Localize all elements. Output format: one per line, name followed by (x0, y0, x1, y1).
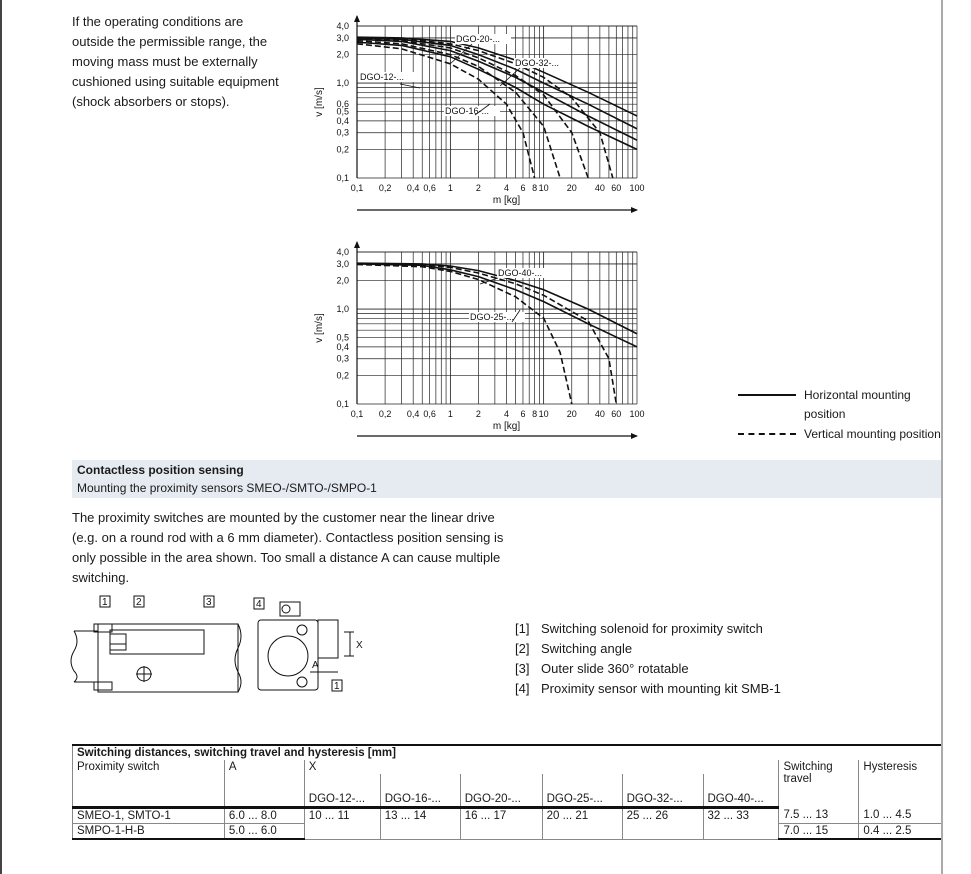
mounting-diagram (70, 586, 370, 698)
y-axis-arrow (354, 15, 360, 22)
x-tick-label: 1 (447, 409, 453, 419)
x-tick-label: 0,4 (406, 183, 420, 193)
y-axis-arrow (354, 241, 360, 248)
x-tick-label: 0,6 (423, 183, 436, 193)
end-view-body (258, 620, 318, 690)
callout-4: 4 (256, 599, 262, 610)
legend-vertical-label: Vertical mounting position (804, 427, 941, 441)
page-left-bar (0, 0, 2, 874)
x-tick-label: 100 (629, 409, 645, 419)
y-tick-label: 0,4 (336, 341, 349, 352)
diagram-notes (515, 619, 781, 699)
x-tick-label: 4 (504, 409, 510, 419)
series-label: DGO-16-... (445, 106, 490, 116)
size-header: DGO-25-... (542, 774, 622, 808)
x-tick-label: 6 (520, 183, 526, 193)
section-title: Contactless position sensing (77, 463, 244, 477)
y-tick-label: 4,0 (336, 247, 349, 257)
x-tick-label: 0,2 (378, 183, 392, 193)
x-tick-label: 40 (594, 409, 605, 419)
y-tick-label: 0,3 (336, 127, 349, 138)
note-item: [2] Switching angle (515, 641, 633, 656)
callout-1-end: 1 (334, 681, 340, 692)
note-item: [3] Outer slide 360° rotatable (515, 661, 689, 676)
switching-solenoid (110, 634, 126, 650)
legend-vertical (738, 425, 943, 444)
col-x-header: X (304, 760, 779, 774)
chart-legend (738, 386, 943, 444)
size-header: DGO-20-... (460, 774, 542, 808)
speed-mass-chart-1 (300, 14, 660, 220)
cell-x: 25 ... 26 (622, 808, 703, 840)
switching-table (72, 744, 941, 840)
section-subtitle: Mounting the proximity sensors SMEO-/SMTO-/SMPO-1 (77, 481, 377, 495)
x-tick-label: 8 (532, 183, 538, 193)
sensor-lower (94, 682, 112, 690)
x-tick-label: 10 (538, 409, 549, 419)
end-view-sensor (318, 620, 338, 658)
x-tick-label: 4 (504, 183, 510, 193)
x-tick-label: 0,4 (406, 409, 420, 419)
section-header (72, 460, 941, 498)
series-label: DGO-25-... (470, 312, 515, 322)
x-tick-label: 20 (566, 409, 577, 419)
x-tick-label: 20 (566, 183, 577, 193)
x-axis-label: m [kg] (492, 421, 521, 432)
series-label: DGO-20-... (456, 34, 501, 44)
y-tick-label: 0,3 (336, 353, 349, 364)
x-axis-label: m [kg] (492, 195, 521, 206)
x-tick-label: 10 (538, 183, 549, 193)
callout-2: 2 (136, 597, 142, 608)
x-tick-label: 2 (475, 183, 481, 193)
table-title: Switching distances, switching travel and hysteresis [mm] (73, 745, 942, 760)
y-axis-label: v [m/s] (314, 313, 325, 343)
x-tick-label: 40 (594, 183, 605, 193)
y-tick-label: 3,0 (336, 32, 349, 43)
legend-horizontal (738, 386, 943, 424)
x-tick-label: 60 (611, 183, 622, 193)
note-item: [1] Switching solenoid for proximity switch (515, 621, 763, 636)
cell-x: 16 ... 17 (460, 808, 542, 840)
x-tick-label: 100 (629, 183, 645, 193)
cell-hyst: 1.0 ... 4.5 (859, 808, 941, 824)
x-tick-label: 1 (447, 183, 453, 193)
x-tick-label: 8 (532, 409, 538, 419)
y-tick-label: 4,0 (336, 21, 349, 31)
x-tick-label: 60 (611, 409, 622, 419)
intro-text: If the operating conditions are outside the permissible range, the moving mass must be externally cushioned using suitable equipment (shock absorbers or stops). (72, 14, 279, 109)
cell-x: 20 ... 21 (542, 808, 622, 840)
y-tick-label: 0,6 (336, 99, 349, 110)
x-tick-label: 0,1 (350, 183, 364, 193)
x-tick-label: 0,6 (423, 409, 436, 419)
y-tick-label: 0,2 (336, 370, 349, 381)
cell-travel: 7.0 ... 15 (779, 824, 859, 840)
cell-x: 13 ... 14 (380, 808, 460, 840)
end-view-bore (268, 636, 308, 676)
series-label: DGO-12-... (360, 72, 405, 82)
x-tick-label: 2 (475, 409, 481, 419)
cell-switch: SMPO-1-H-B (73, 824, 225, 840)
speed-mass-chart-2 (300, 240, 660, 446)
size-header: DGO-40-... (703, 774, 779, 808)
cell-a: 5.0 ... 6.0 (224, 824, 304, 840)
body-text: The proximity switches are mounted by the customer near the linear drive (e.g. on a round rod with a 6 mm diameter). Contactless position sensing is only possible in the area shown. Too small a distance A can cause multiple switching. (72, 510, 504, 585)
legend-solid-line (738, 394, 796, 396)
y-tick-label: 1,0 (336, 78, 349, 89)
callout-3: 3 (206, 597, 212, 608)
y-tick-label: 3,0 (336, 258, 349, 269)
cell-hyst: 0.4 ... 2.5 (859, 824, 941, 840)
col-travel-header: Switching travel (779, 760, 859, 808)
y-tick-label: 2,0 (336, 275, 349, 286)
cell-a: 6.0 ... 8.0 (224, 808, 304, 824)
y-tick-label: 1,0 (336, 304, 349, 315)
cell-x: 10 ... 11 (304, 808, 380, 840)
cell-x: 32 ... 33 (703, 808, 779, 840)
x-tick-label: 0,1 (350, 409, 364, 419)
x-axis-arrow (631, 207, 638, 213)
series-label: DGO-32-... (515, 58, 560, 68)
x-tick-label: 0,2 (378, 409, 392, 419)
y-tick-label: 0,4 (336, 115, 349, 126)
y-tick-label: 0,1 (336, 173, 349, 183)
y-tick-label: 0,2 (336, 144, 349, 155)
y-tick-label: 0,5 (336, 106, 349, 117)
y-tick-label: 0,1 (336, 399, 349, 409)
size-header: DGO-12-... (304, 774, 380, 808)
col-switch-header: Proximity switch (73, 760, 225, 774)
series-line-vertical (357, 264, 616, 404)
cell-switch: SMEO-1, SMTO-1 (73, 808, 225, 824)
legend-dashed-line (738, 433, 796, 435)
legend-horizontal-label: Horizontal mounting position (804, 388, 911, 421)
cell-travel: 7.5 ... 13 (779, 808, 859, 824)
y-tick-label: 0,5 (336, 332, 349, 343)
size-header: DGO-16-... (380, 774, 460, 808)
col-hyst-header: Hysteresis (859, 760, 941, 808)
y-tick-label: 2,0 (336, 49, 349, 60)
dimension-a: A (312, 660, 319, 671)
x-tick-label: 6 (520, 409, 526, 419)
callout-1: 1 (102, 597, 108, 608)
y-axis-label: v [m/s] (314, 87, 325, 117)
table-row (73, 808, 942, 824)
dimension-x: X (356, 640, 363, 651)
size-header: DGO-32-... (622, 774, 703, 808)
series-label: DGO-40-... (498, 268, 543, 278)
col-a-header: A (224, 760, 304, 774)
note-item: [4] Proximity sensor with mounting kit SMB-1 (515, 681, 781, 696)
x-axis-arrow (631, 433, 638, 439)
